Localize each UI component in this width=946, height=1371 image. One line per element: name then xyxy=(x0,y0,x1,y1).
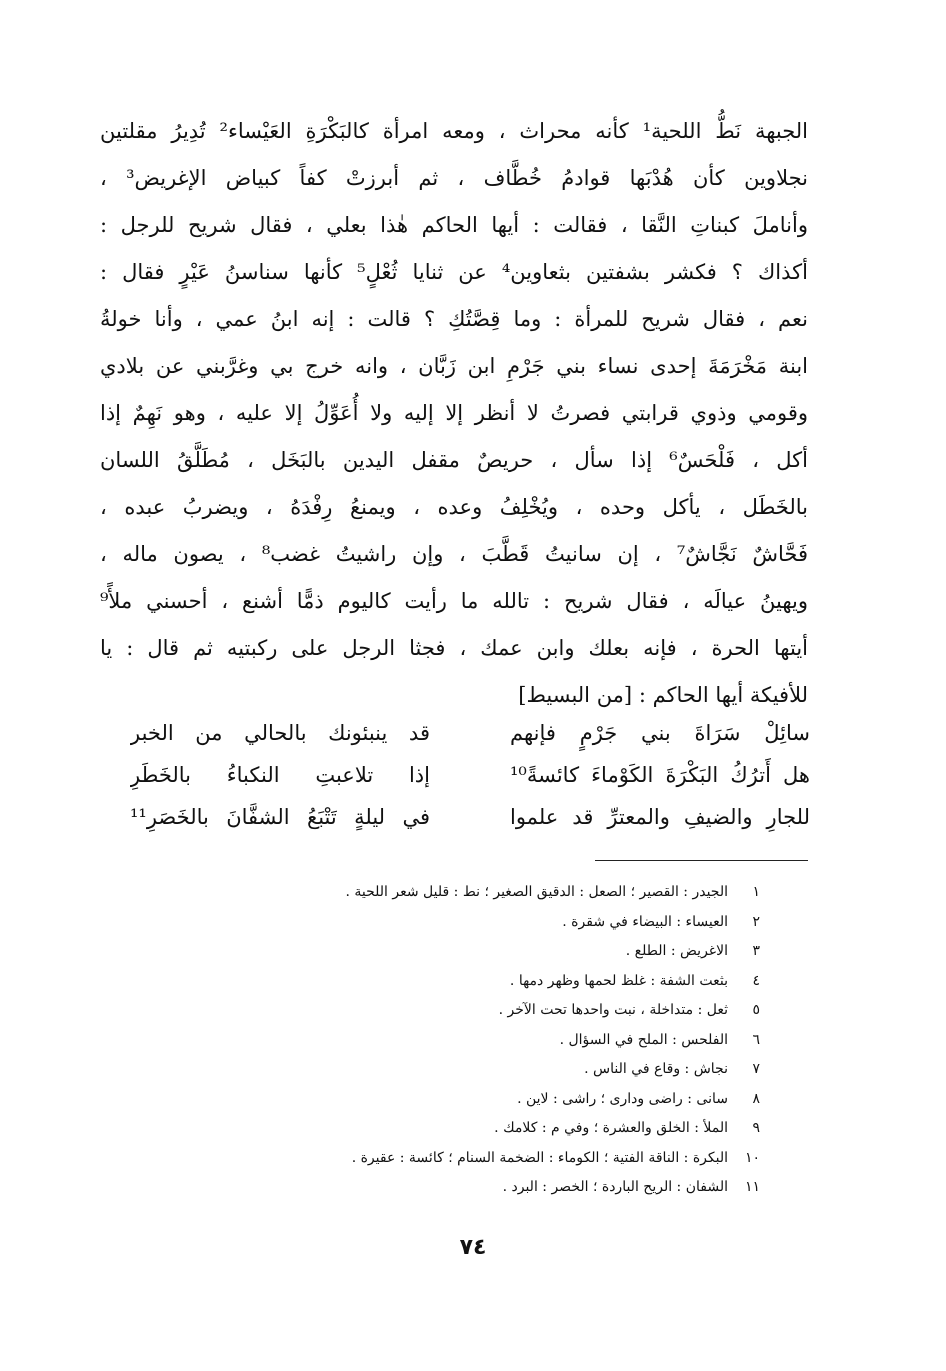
verse-second-hemistich: في ليلةٍ تَتْبَعُ الشفَّانَ بالخَصَرِ¹¹ xyxy=(130,805,430,829)
footnote-number: ١٠ xyxy=(744,1149,760,1166)
footnote-text: الفلحس : الملح في السؤال . xyxy=(559,1031,728,1048)
footnote xyxy=(180,967,760,997)
footnote-number: ٨ xyxy=(752,1090,760,1107)
footnote-number: ٤ xyxy=(752,972,760,989)
footnote xyxy=(180,1144,760,1174)
text-line: ويهينُ عيالَه ، فقال شريح : تالله ما رأيت كاليوم ذمًّا أشنع ، أحسني ملأً⁹ xyxy=(100,589,808,613)
text-line: ابنة مَخْرَمَةَ إحدى نساء بني جَرْمِ ابن زَبَّان ، وانه خرج بي وغرَّبني عن بلادي xyxy=(100,354,808,378)
footnote-number: ٧ xyxy=(752,1061,760,1077)
text-line: أكل ، فَلْحَسٌ⁶ إذا سأل ، حريصٌ مقفل اليدين بالبَخَل ، مُطَلَّقُ اللسان xyxy=(100,448,808,472)
verse-line xyxy=(130,754,810,796)
footnote xyxy=(180,1114,760,1144)
text-line: فَحَّاشٌ نَجَّاشٌ⁷ ، إن سانيتُ قَطَّبَ ، وإن راشيتُ غضب⁸ ، يصون ماله ، xyxy=(100,542,808,566)
footnote-number: ٩ xyxy=(752,1120,760,1136)
meter-label: [من البسيط] xyxy=(518,683,633,707)
footnotes xyxy=(180,878,760,1203)
verse-first-hemistich: هل أَترُكُ البَكْرَةَ الكَوْماءَ كائسةً¹⁰ xyxy=(510,763,810,787)
footnote-text: البكرة : الناقة الفتية ؛ الكوماء : الضخمة السنام ؛ كائسة : عقيرة . xyxy=(351,1149,728,1166)
page-number: ٧٤ xyxy=(459,1235,487,1260)
footnote xyxy=(180,1026,760,1056)
verse-second-hemistich: إذا تلاعبتِ النكباءُ بالخَطَرِ xyxy=(130,763,430,787)
footnote xyxy=(180,996,760,1026)
footnote-text: نجاش : وقاع في الناس . xyxy=(584,1061,728,1077)
text-line: بالخَطَل ، يأكل وحده ، ويُخْلِفُ وعده ، ويمنعُ رِفْدَهُ ، ويضربُ عبده ، xyxy=(100,495,808,519)
verse-second-hemistich: قد ينبئونك بالحالي من الخبر xyxy=(130,721,430,745)
footnote-number: ٥ xyxy=(752,1002,760,1018)
footnote-text: بثعت الشفة : غلظ لحمها وظهر دمها . xyxy=(509,972,728,989)
verse-line xyxy=(130,796,810,838)
footnote-separator xyxy=(595,860,808,861)
footnote-text: ثعل : متداخلة ، نبت واحدها تحت الآخر . xyxy=(498,1002,728,1018)
text-line: أيتها الحرة ، فإنه بعلك وابن عمك ، فجثا الرجل على ركبتيه ثم قال : يا xyxy=(100,636,808,660)
text-line: الجبهة نَطُّ اللحية¹ كأنه محراث ، ومعه امرأة كالبَكْرَةِ العَيْساء² تُدِيرُ مقلتين xyxy=(100,119,808,143)
poem xyxy=(130,712,810,838)
footnote-text: سانى : راضى ودارى ؛ راشى : لاين . xyxy=(517,1090,728,1107)
footnote-text: الجيدر : القصير ؛ الصعل : الدقيق الصغير ؛ نط : قليل شعر اللحية . xyxy=(345,884,728,900)
footnote-text: الاغريض : الطلع . xyxy=(625,943,728,959)
footnote-text: العيساء : البيضاء في شقرة . xyxy=(562,913,728,930)
footnote-number: ١١ xyxy=(744,1179,760,1195)
footnote xyxy=(180,1173,760,1203)
text-line: للأفيكة أيها الحاكم : xyxy=(638,683,808,707)
footnote xyxy=(180,878,760,908)
footnote xyxy=(180,937,760,967)
footnote xyxy=(180,1085,760,1115)
verse-first-hemistich: للجارِ والضيفِ والمعترِّ قد علموا xyxy=(510,805,810,829)
text-line: نعم ، فقال شريح للمرأة : وما قِصَّتُكِ ؟ قالت : إنه ابنُ عمي ، وأنا خولةُ xyxy=(100,307,808,331)
body-text xyxy=(100,108,808,719)
text-line: وأناملَ كبناتِ النَّقا ، فقالت : أيها الحاكم هٰذا بعلي ، فقال شريح للرجل : xyxy=(100,213,808,237)
footnote xyxy=(180,908,760,938)
footnote-text: الملأ : الخلق والعشرة ؛ وفي م : كلامك . xyxy=(494,1120,728,1136)
text-line: نجلاوين كأن هُدْبَها قوادمُ خُطَّاف ، ثم أبرزتْ كفاً كبياض الإغريض³ ، xyxy=(100,166,808,190)
footnote xyxy=(180,1055,760,1085)
footnote-number: ٢ xyxy=(752,913,760,930)
footnote-number: ٦ xyxy=(752,1031,760,1048)
footnote-number: ٣ xyxy=(752,943,760,959)
verse-first-hemistich: سائِلْ سَرَاةَ بني جَرْمٍ فإنهم xyxy=(510,721,810,745)
verse-line xyxy=(130,712,810,754)
footnote-text: الشفان : الريح الباردة ؛ الخصر : البرد . xyxy=(502,1179,728,1195)
text-line: وقومي وذوي قرابتي فصرتُ لا أنظر إلا إليه ولا أُعَوِّلُ إلا عليه ، وهو نَهِمٌ إذا xyxy=(100,401,808,425)
text-line: أكذاك ؟ فكشر بشفتين بثعاوين⁴ عن ثنايا ثُعْلٍ⁵ كأنها سناسنُ عَيْرٍ فقال : xyxy=(100,260,808,284)
footnote-number: ١ xyxy=(752,884,760,900)
